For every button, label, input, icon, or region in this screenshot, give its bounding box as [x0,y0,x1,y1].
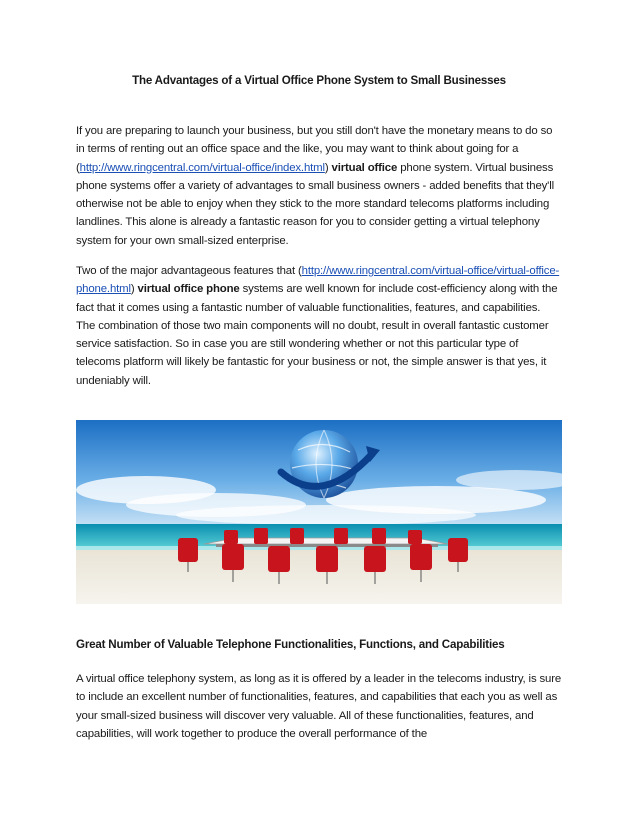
virtual-office-index-link[interactable]: http://www.ringcentral.com/virtual-office/index.html [79,161,325,174]
intro-text-2: ) [324,161,332,174]
advantages-text-3: systems are well known for include cost-efficiency along with the fact that it comes using a fantastic number of valuable functionalities, features, and capabilities. The combination of those two main components will no doubt, result in overall fantastic customer service satisfaction. So in case you are still wondering whether or not this particular type of telecoms platform will likely be fantastic for your business or not, the simple answer is that yes, it undeniably will. [76,283,558,387]
section-heading: Great Number of Valuable Telephone Functionalities, Functions, and Capabilities [76,638,505,651]
advantages-bold-term: virtual office phone [137,283,240,296]
advantages-paragraph [76,262,562,390]
intro-bold-term: virtual office [331,161,398,174]
intro-text-1: If you are preparing to launch your business, but you still don't have the monetary means to do so in terms of renting out an office space and the like, you may want to think about going for a ( [76,125,553,174]
beach-conference-photo [76,420,562,604]
intro-text-3: phone system. Virtual business phone systems offer a variety of advantages to small business owners - added benefits that they'll otherwise not be able to enjoy when they stick to the more standard telecoms platforms including landlines. This alone is already a fantastic reason for you to consider getting a virtual telephony system for your own small-sized enterprise. [76,161,554,247]
advantages-text-1: Two of the major advantageous features that ( [76,265,302,277]
virtual-office-phone-link[interactable]: http://www.ringcentral.com/virtual-office/virtual-office-phone.html [76,265,560,296]
advantages-text-2: ) [130,283,138,296]
functionalities-paragraph: A virtual office telephony system, as long as it is offered by a leader in the telecoms industry, is sure to include an excellent number of functionalities, features, and capabilities that each you as well as your small-sized business will discover very valuable. All of these functionalities, features, and capabilities, will work together to produce the overall performance of the [76,673,562,740]
document-title: The Advantages of a Virtual Office Phone System to Small Businesses [132,74,506,87]
intro-paragraph [76,122,562,250]
